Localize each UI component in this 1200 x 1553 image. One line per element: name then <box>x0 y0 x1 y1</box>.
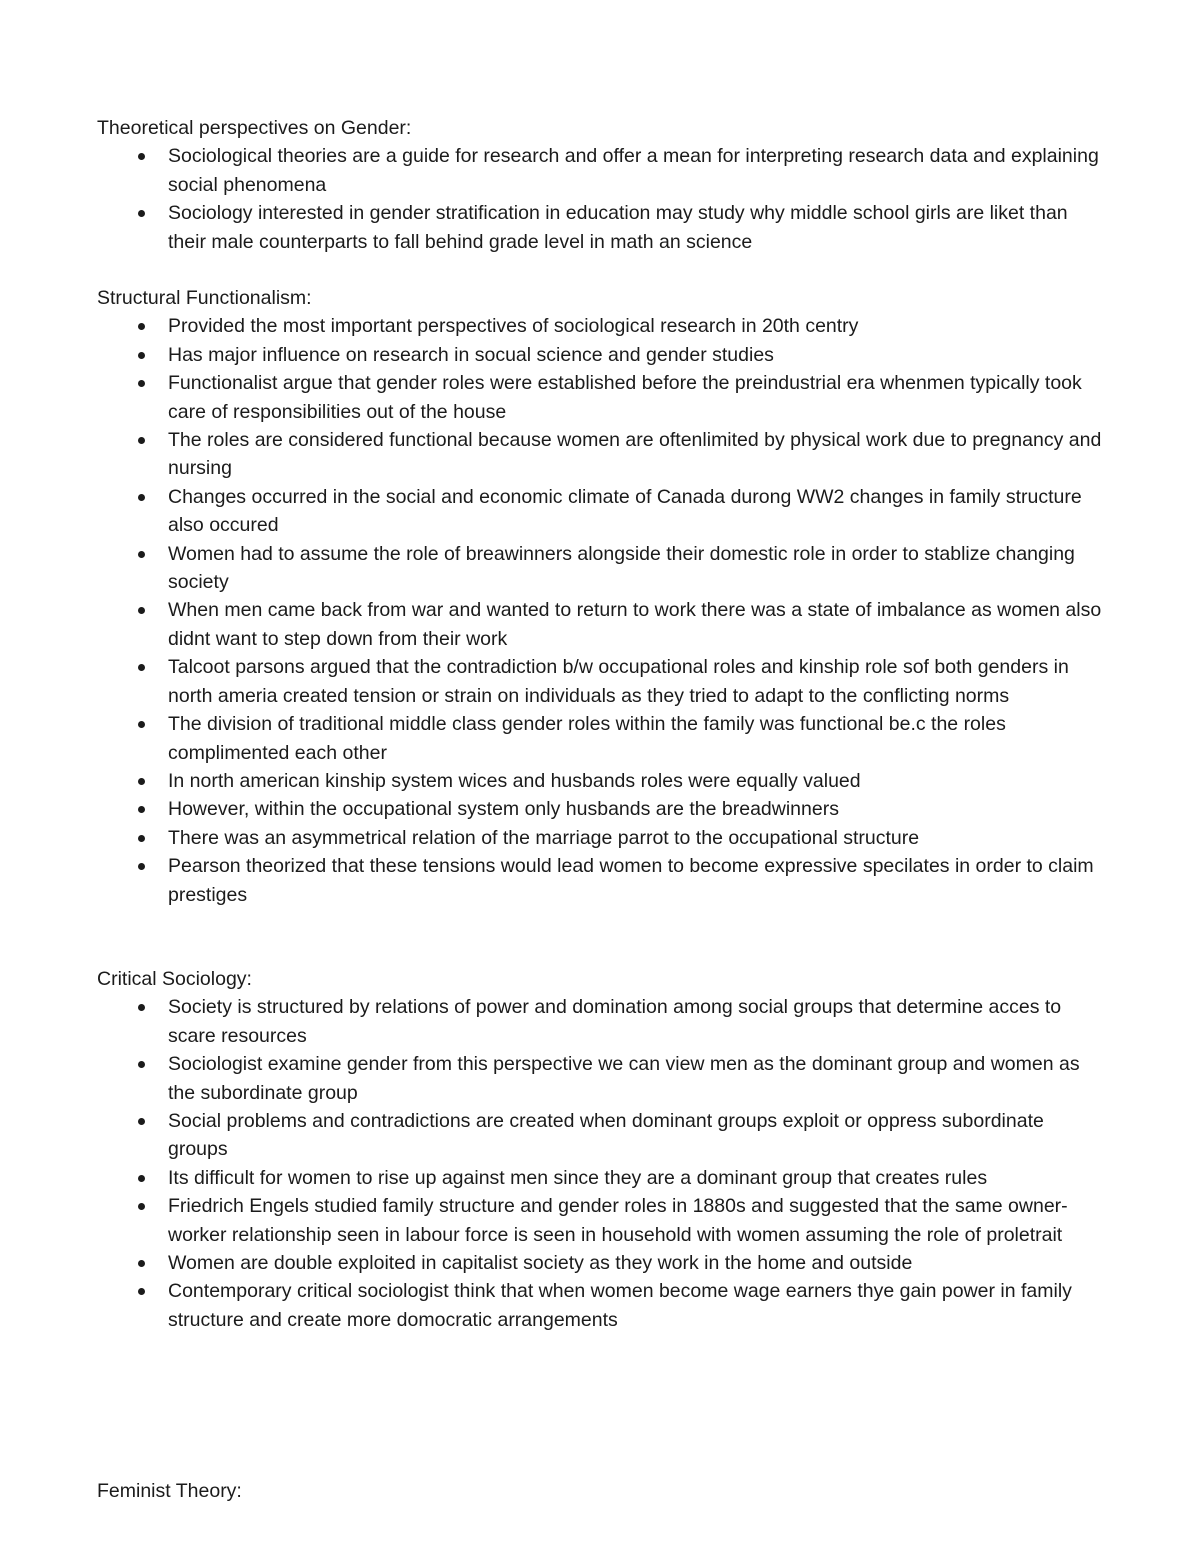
bullet-icon <box>138 551 145 558</box>
list-item-text: Friedrich Engels studied family structure and gender roles in 1880s and suggested that the same owner-worker relationship seen in labour force is seen in household with women assuming the role of proletrait <box>168 1195 1068 1246</box>
list-item-text: Pearson theorized that these tensions would lead women to become expressive specilates in order to claim prestiges <box>168 855 1094 906</box>
bullet-icon <box>138 210 145 217</box>
list-item-text: Sociological theories are a guide for research and offer a mean for interpreting research data and explaining social phenomena <box>168 145 1099 196</box>
list-item-text: Sociology interested in gender stratification in education may study why middle school girls are liket than their male counterparts to fall behind grade level in math an science <box>168 202 1068 253</box>
list-item <box>97 852 1107 909</box>
list-item-text: Contemporary critical sociologist think that when women become wage earners thye gain power in family structure and create more domocratic arrangements <box>168 1280 1072 1331</box>
list-item <box>97 1249 1107 1277</box>
bullet-icon <box>138 1288 145 1295</box>
list-item <box>97 1050 1107 1107</box>
list-item <box>97 341 1107 369</box>
list-item-text: Its difficult for women to rise up against men since they are a dominant group that creates rules <box>168 1166 988 1189</box>
list-item <box>97 1277 1107 1334</box>
list-item-text: When men came back from war and wanted to return to work there was a state of imbalance as women also didnt want to step down from their work <box>168 599 1102 650</box>
list-item <box>97 426 1107 483</box>
list-item-text: The division of traditional middle class gender roles within the family was functional be.c the roles complimented each other <box>168 713 1006 764</box>
list-item <box>97 767 1107 795</box>
list-item <box>97 653 1107 710</box>
bullet-icon <box>138 1061 145 1068</box>
list-item <box>97 993 1107 1050</box>
list-item <box>97 483 1107 540</box>
list-item <box>97 312 1107 340</box>
bullet-list <box>97 993 1107 1334</box>
bullet-icon <box>138 607 145 614</box>
bullet-icon <box>138 664 145 671</box>
list-item <box>97 142 1107 199</box>
section-structural-functionalism <box>97 284 1107 909</box>
bullet-icon <box>138 835 145 842</box>
bullet-icon <box>138 1004 145 1011</box>
list-item-text: Has major influence on research in socual science and gender studies <box>168 343 774 366</box>
bullet-icon <box>138 352 145 359</box>
bullet-icon <box>138 437 145 444</box>
section-heading: Theoretical perspectives on Gender: <box>97 117 412 139</box>
bullet-icon <box>138 1118 145 1125</box>
bullet-icon <box>138 380 145 387</box>
list-item-text: Women had to assume the role of breawinners alongside their domestic role in order to stablize changing society <box>168 542 1075 594</box>
bullet-list <box>97 142 1107 256</box>
list-item-text: Women are double exploited in capitalist society as they work in the home and outside <box>168 1252 913 1275</box>
list-item-text: Functionalist argue that gender roles were established before the preindustrial era whenmen typically took care of responsibilities out of the house <box>168 372 1082 423</box>
bullet-icon <box>138 1203 145 1210</box>
section-feminist-theory <box>97 1477 1107 1505</box>
section-critical-sociology <box>97 965 1107 1334</box>
list-item <box>97 596 1107 653</box>
list-item-text: There was an asymmetrical relation of the marriage parrot to the occupational structure <box>168 826 920 849</box>
bullet-icon <box>138 153 145 160</box>
list-item-text: In north american kinship system wices and husbands roles were equally valued <box>168 769 861 792</box>
bullet-icon <box>138 806 145 813</box>
bullet-icon <box>138 323 145 330</box>
list-item <box>97 1107 1107 1164</box>
list-item <box>97 824 1107 852</box>
section-heading: Structural Functionalism: <box>97 287 312 309</box>
bullet-icon <box>138 778 145 785</box>
section-heading: Critical Sociology: <box>97 968 252 990</box>
list-item-text: Provided the most important perspectives of sociological research in 20th centry <box>168 315 859 338</box>
list-item <box>97 795 1107 823</box>
list-item-text: The roles are considered functional because women are oftenlimited by physical work due to pregnancy and nursing <box>168 429 1102 480</box>
list-item <box>97 540 1107 597</box>
bullet-icon <box>138 721 145 728</box>
list-item-text: Talcoot parsons argued that the contradiction b/w occupational roles and kinship role sof both genders in north ameria created tension or strain on individuals as they tried to adapt to the conflicting norms <box>168 656 1069 707</box>
section-heading: Feminist Theory: <box>97 1480 242 1502</box>
bullet-icon <box>138 1175 145 1182</box>
list-item <box>97 710 1107 767</box>
list-item <box>97 1192 1107 1249</box>
list-item-text: Society is structured by relations of power and domination among social groups that determine acces to scare resources <box>168 996 1062 1047</box>
list-item <box>97 199 1107 256</box>
list-item <box>97 369 1107 426</box>
list-item-text: Changes occurred in the social and economic climate of Canada durong WW2 changes in family structure also occured <box>168 485 1082 537</box>
bullet-icon <box>138 863 145 870</box>
list-item-text: Social problems and contradictions are created when dominant groups exploit or oppress subordinate groups <box>168 1110 1044 1161</box>
list-item <box>97 1164 1107 1192</box>
bullet-icon <box>138 1260 145 1267</box>
bullet-icon <box>138 494 145 501</box>
section-theoretical-perspectives <box>97 114 1107 256</box>
bullet-list <box>97 312 1107 909</box>
list-item-text: However, within the occupational system only husbands are the breadwinners <box>168 798 839 821</box>
list-item-text: Sociologist examine gender from this perspective we can view men as the dominant group and women as the subordinate group <box>168 1053 1080 1104</box>
